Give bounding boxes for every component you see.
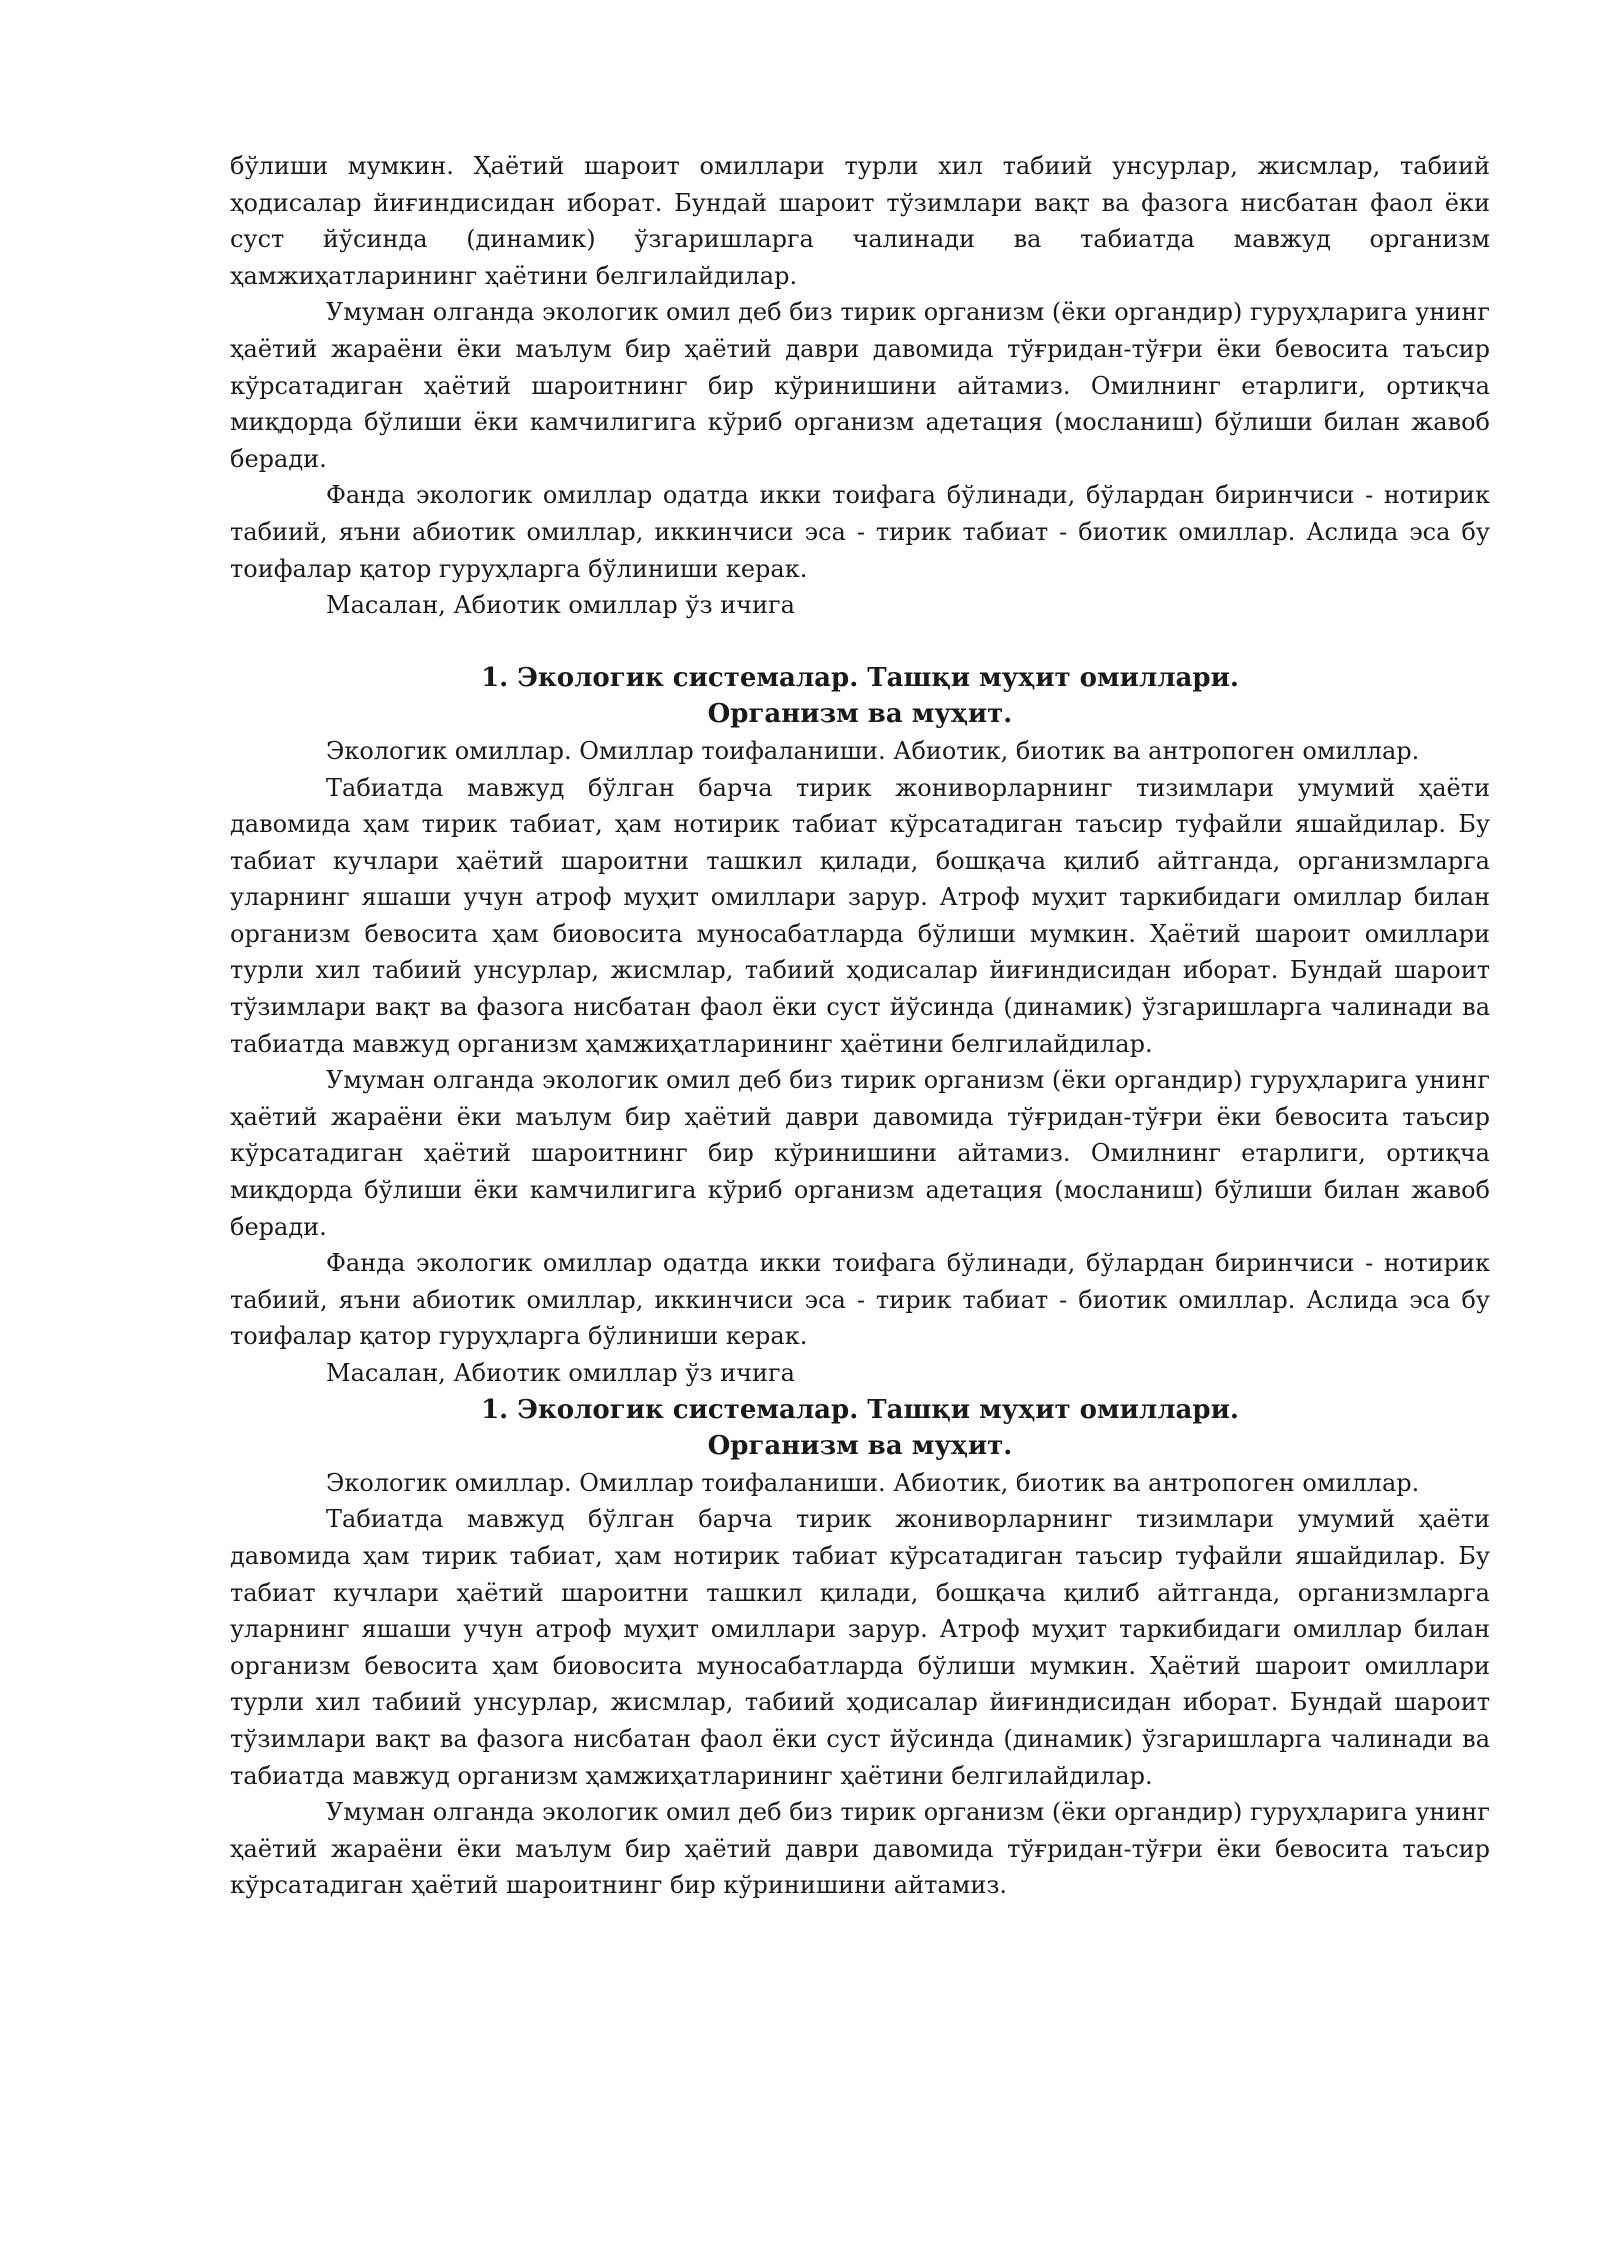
- paragraph: Табиатда мавжуд бўлган барча тирик жониворларнинг тизимлари умумий ҳаёти давомида ҳам тирик табиат, ҳам нотирик табиат кўрсатадиган таъсир туфайли яшайдилар. Бу табиат кучлари ҳаётий шароитни ташкил қилади, бошқача қилиб айтганда, организмларга уларнинг яшаши учун атроф муҳит омиллари зарур. Атроф муҳит таркибидаги омиллар билан организм бевосита ҳам биовосита муносабатларда бўлиши мумкин. Ҳаётий шароит омиллари турли хил табиий унсурлар, жисмлар, табиий ҳодисалар йиғиндисидан иборат. Бундай шароит тўзимлари вақт ва фазога нисбатан фаол ёки суст йўсинда (динамик) ўзгаришларга чалинади ва табиатда мавжуд организм ҳамжиҳатларининг ҳаётини белгилайдилар.: [230, 773, 1490, 1058]
- paragraph: Умуман олганда экологик омил деб биз тирик организм (ёки органдир) гуруҳларига унинг ҳаётий жараёни ёки маълум бир ҳаётий даври давомида тўғридан-тўғри ёки бевосита таъсир кўрсатадиган ҳаётий шароитнинг бир кўринишини айтамиз. Омилнинг етарлиги, ортиқча миқдорда бўлиши ёки камчилигига кўриб организм адетация (мосланиш) бўлиши билан жавоб беради.: [230, 298, 1490, 473]
- paragraph: Экологик омиллар. Омиллар тоифаланиши. Абиотик, биотик ва антропоген омиллар.: [326, 1468, 1420, 1497]
- paragraph: Табиатда мавжуд бўлган барча тирик жониворларнинг тизимлари умумий ҳаёти давомида ҳам тирик табиат, ҳам нотирик табиат кўрсатадиган таъсир туфайли яшайдилар. Бу табиат кучлари ҳаётий шароитни ташкил қилади, бошқача қилиб айтганда, организмларга уларнинг яшаши учун атроф муҳит омиллари зарур. Атроф муҳит таркибидаги омиллар билан организм бевосита ҳам биовосита муносабатларда бўлиши мумкин. Ҳаётий шароит омиллари турли хил табиий унсурлар, жисмлар, табиий ҳодисалар йиғиндисидан иборат. Бундай шароит тўзимлари вақт ва фазога нисбатан фаол ёки суст йўсинда (динамик) ўзгаришларга чалинади ва табиатда мавжуд организм ҳамжиҳатларининг ҳаётини белгилайдилар.: [230, 1505, 1490, 1790]
- document-page: [230, 148, 1490, 1904]
- paragraph: Фанда экологик омиллар одатда икки тоифага бўлинади, бўлардан биринчиси - нотирик табиий, яъни абиотик омиллар, иккинчиси эса - тирик табиат - биотик омиллар. Аслида эса бу тоифалар қатор гуруҳларга бўлиниши керак.: [230, 1249, 1490, 1351]
- paragraph: Масалан, Абиотик омиллар ўз ичига: [326, 1359, 795, 1387]
- paragraph: Умуман олганда экологик омил деб биз тирик организм (ёки органдир) гуруҳларига унинг ҳаётий жараёни ёки маълум бир ҳаётий даври давомида тўғридан-тўғри ёки бевосита таъсир кўрсатадиган ҳаётий шароитнинг бир кўринишини айтамиз. Омилнинг етарлиги, ортиқча миқдорда бўлиши ёки камчилигига кўриб организм адетация (мосланиш) бўлиши билан жавоб беради.: [230, 1066, 1490, 1241]
- section-heading: 1. Экологик системалар. Ташқи муҳит омиллари.: [481, 662, 1239, 693]
- paragraph: Фанда экологик омиллар одатда икки тоифага бўлинади, бўлардан биринчиси - нотирик табиий, яъни абиотик омиллар, иккинчиси эса - тирик табиат - биотик омиллар. Аслида эса бу тоифалар қатор гуруҳларга бўлиниши керак.: [230, 481, 1490, 583]
- section-subheading: Организм ва муҳит.: [707, 699, 1013, 730]
- paragraph: бўлиши мумкин. Ҳаётий шароит омиллари турли хил табиий унсурлар, жисмлар, табиий ҳодисалар йиғиндисидан иборат. Бундай шароит тўзимлари вақт ва фазога нисбатан фаол ёки суст йўсинда (динамик) ўзгаришларга чалинади ва табиатда мавжуд организм ҳамжиҳатларининг ҳаётини белгилайдилар.: [230, 152, 1490, 290]
- section-heading: 1. Экологик системалар. Ташқи муҳит омиллари.: [481, 1394, 1239, 1425]
- paragraph: Масалан, Абиотик омиллар ўз ичига: [326, 591, 795, 620]
- paragraph: Экологик омиллар. Омиллар тоифаланиши. Абиотик, биотик ва антропоген омиллар.: [326, 736, 1420, 765]
- section-subheading: Организм ва муҳит.: [707, 1431, 1013, 1462]
- paragraph: Умуман олганда экологик омил деб биз тирик организм (ёки органдир) гуруҳларига унинг ҳаётий жараёни ёки маълум бир ҳаётий даври давомида тўғридан-тўғри ёки бевосита таъсир кўрсатадиган ҳаётий шароитнинг бир кўринишини айтамиз.: [230, 1798, 1490, 1900]
